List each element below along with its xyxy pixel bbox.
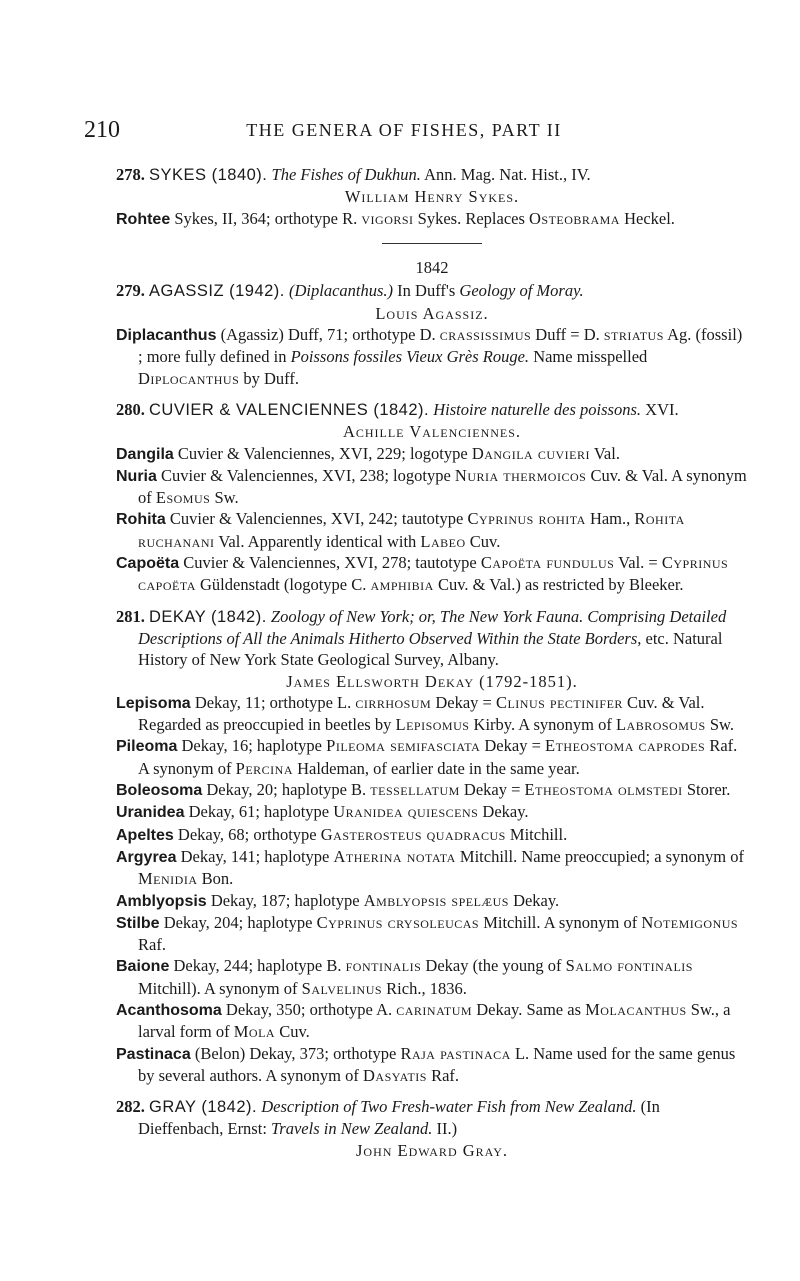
genus-entry: Uranidea Dekay, 61; haplotype Uranidea quiescens Dekay.: [116, 802, 529, 822]
genus-entry: Diplacanthus (Agassiz) Duff, 71; orthotype D. crassissimus Duff = D. striatus Ag. (fossil) ; more fully defined in Poissons fossiles Vieux Grès Rouge. Name misspelled Diplocanthus by Duff.: [116, 325, 743, 388]
publication-line: 278. SYKES (1840). The Fishes of Dukhun. Ann. Mag. Nat. Hist., IV.: [116, 165, 591, 184]
author-name: William Henry Sykes.: [344, 187, 520, 207]
page-body: [116, 164, 748, 1161]
author-name: Achille Valenciennes.: [342, 422, 522, 442]
entry-282: [116, 1096, 748, 1161]
genus-entry: Acanthosoma Dekay, 350; orthotype A. carinatum Dekay. Same as Molacanthus Sw., a larval form of Mola Cuv.: [116, 999, 731, 1042]
year-heading: 1842: [415, 258, 449, 278]
genus-entry: Boleosoma Dekay, 20; haplotype B. tessellatum Dekay = Etheostoma olmstedi Storer.: [116, 780, 731, 800]
publication-line: 281. DEKAY (1842). Zoology of New York; or, The New York Fauna. Comprising Detailed Descriptions of All the Animals Hitherto Observed Within the State Borders, etc. Natural History of New York State Geological Survey, Albany.: [116, 606, 727, 670]
publication-line: 282. GRAY (1842). Description of Two Fresh-water Fish from New Zealand. (In Dieffenbach, Ernst: Travels in New Zealand. II.): [116, 1097, 660, 1139]
entry-280: [116, 399, 748, 596]
genus-entry: Nuria Cuvier & Valenciennes, XVI, 238; logotype Nuria thermoicos Cuv. & Val. A synonym of Esomus Sw.: [116, 465, 747, 508]
genus-entry: Amblyopsis Dekay, 187; haplotype Amblyopsis spelæus Dekay.: [116, 890, 560, 910]
genus-entry: Rohita Cuvier & Valenciennes, XVI, 242; tautotype Cyprinus rohita Ham., Rohita ruchanani Val. Apparently identical with Labeo Cuv.: [116, 509, 685, 551]
author-name: James Ellsworth Dekay (1792-1851).: [286, 671, 578, 691]
entry-278: [116, 164, 748, 230]
year-divider: [116, 236, 748, 279]
genus-entry: Apeltes Dekay, 68; orthotype Gasterosteus quadracus Mitchill.: [116, 824, 568, 844]
entry-279: [116, 280, 748, 388]
genus-entry: Baione Dekay, 244; haplotype B. fontinalis Dekay (the young of Salmo fontinalis Mitchill). A synonym of Salvelinus Rich., 1836.: [116, 956, 693, 998]
entry-281: [116, 606, 748, 1087]
publication-line: 279. AGASSIZ (1942). (Diplacanthus.) In Duff's Geology of Moray.: [116, 281, 584, 301]
divider-rule: [382, 243, 482, 244]
author-name: John Edward Gray.: [355, 1140, 509, 1160]
genus-entry: Pastinaca (Belon) Dekay, 373; orthotype Raja pastinaca L. Name used for the same genus by several authors. A synonym of Dasyatis Raf.: [116, 1043, 736, 1085]
running-title: THE GENERA OF FISHES, PART II: [246, 120, 562, 140]
genus-entry: Pileoma Dekay, 16; haplotype Pileoma semifasciata Dekay = Etheostoma caprodes Raf. A synonym of Percina Haldeman, of earlier date in the same year.: [116, 736, 738, 778]
author-name: Louis Agassiz.: [375, 303, 489, 323]
genus-entry: Lepisoma Dekay, 11; orthotype L. cirrhosum Dekay = Clinus pectinifer Cuv. & Val. Regarded as preoccupied in beetles by Lepisomus Kirby. A synonym of Labrosomus Sw.: [116, 692, 735, 735]
page-number: 210: [84, 117, 120, 143]
publication-line: 280. CUVIER & VALENCIENNES (1842). Histoire naturelle des poissons. XVI.: [116, 399, 679, 419]
genus-entry: Dangila Cuvier & Valenciennes, XVI, 229; logotype Dangila cuvieri Val.: [116, 443, 620, 463]
genus-entry: Rohtee Sykes, II, 364; orthotype R. vigorsi Sykes. Replaces Osteobrama Heckel.: [116, 208, 675, 228]
genus-entry: Argyrea Dekay, 141; haplotype Atherina notata Mitchill. Name preoccupied; a synonym of Menidia Bon.: [116, 846, 745, 889]
genus-entry: Capoëta Cuvier & Valenciennes, XVI, 278; tautotype Capoëta fundulus Val. = Cyprinus capoëta Güldenstadt (logotype C. amphibia Cuv. & Val.) as restricted by Bleeker.: [116, 553, 729, 595]
page-header: [84, 117, 724, 147]
genus-entry: Stilbe Dekay, 204; haplotype Cyprinus crysoleucas Mitchill. A synonym of Notemigonus Raf.: [116, 912, 739, 955]
